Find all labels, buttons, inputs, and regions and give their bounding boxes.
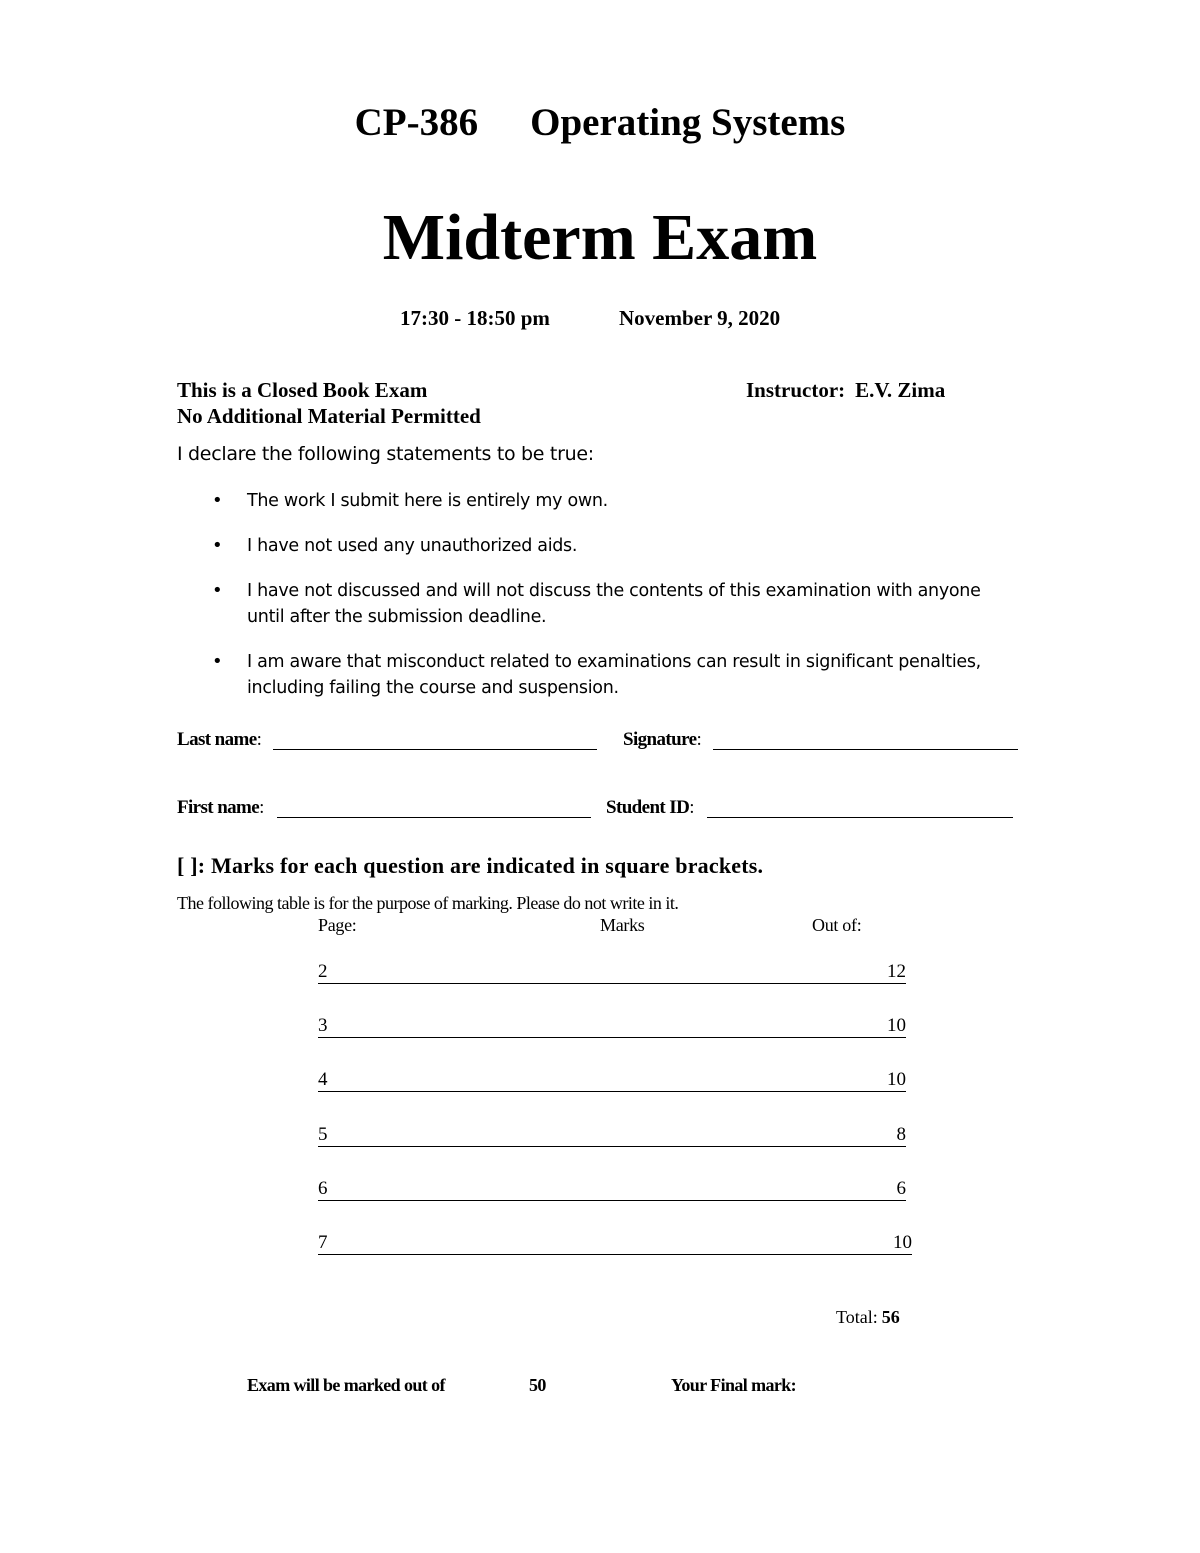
header-out-of: Out of: <box>812 915 862 935</box>
total-label: Total: <box>836 1307 878 1327</box>
bullet-icon: • <box>212 490 223 511</box>
list-item <box>177 488 997 514</box>
list-item <box>177 649 997 701</box>
bullet-icon: • <box>212 651 223 672</box>
signature-field[interactable] <box>713 729 1018 750</box>
student-id-label <box>606 797 694 819</box>
row-page: 6 <box>318 1178 328 1199</box>
declaration-list <box>177 488 997 720</box>
first-name-label-text: First name <box>177 797 260 818</box>
row-page: 7 <box>318 1232 328 1253</box>
header-page: Page: <box>318 915 357 935</box>
table-row <box>318 1230 912 1255</box>
exam-time: 17:30 - 18:50 pm <box>400 306 550 330</box>
row-out-of: 10 <box>887 1015 906 1036</box>
declaration-intro: I declare the following statements to be true: <box>177 443 594 465</box>
colon-text: : <box>259 797 264 818</box>
colon-text: : <box>689 797 694 818</box>
row-out-of: 6 <box>896 1178 906 1199</box>
row-page: 3 <box>318 1015 328 1036</box>
marked-out-of-value: 50 <box>529 1375 546 1395</box>
first-name-field[interactable] <box>277 797 591 818</box>
marks-note: [ ]: Marks for each question are indicated in square brackets. <box>177 853 764 878</box>
last-name-label-text: Last name <box>177 729 257 750</box>
first-name-label <box>177 797 264 819</box>
table-note: The following table is for the purpose of marking. Please do not write in it. <box>177 893 679 913</box>
signature-label-text: Signature <box>623 729 697 750</box>
table-row <box>318 1067 906 1092</box>
last-name-field[interactable] <box>273 729 597 750</box>
instructor-name: E.V. Zima <box>855 378 946 402</box>
last-name-label <box>177 729 261 751</box>
final-mark-label: Your Final mark: <box>671 1375 797 1395</box>
table-row <box>318 959 906 984</box>
marked-out-of-label: Exam will be marked out of <box>247 1375 445 1395</box>
row-page: 5 <box>318 1124 328 1145</box>
row-out-of: 10 <box>887 1069 906 1090</box>
instructor <box>746 378 945 403</box>
statement-text: I have not discussed and will not discuss the contents of this examination with anyone until after the submission deadline. <box>247 581 981 627</box>
total-value: 56 <box>881 1307 900 1327</box>
table-row <box>318 1122 906 1147</box>
row-out-of: 12 <box>887 961 906 982</box>
list-item <box>177 578 997 630</box>
course-code: CP-386 <box>354 101 479 144</box>
header-marks: Marks <box>600 915 645 935</box>
closed-book-notice: This is a Closed Book Exam <box>177 378 428 402</box>
student-id-label-text: Student ID <box>606 797 690 818</box>
course-name: Operating Systems <box>530 101 846 144</box>
colon-text: : <box>696 729 702 750</box>
statement-text: I am aware that misconduct related to examinations can result in significant penalties, including failing the course and suspension. <box>247 652 981 698</box>
table-row <box>318 1176 906 1201</box>
bullet-icon: • <box>212 535 223 556</box>
statement-text: I have not used any unauthorized aids. <box>247 536 578 556</box>
row-page: 2 <box>318 961 328 982</box>
row-page: 4 <box>318 1069 328 1090</box>
exam-title: Midterm Exam <box>382 201 818 274</box>
statement-text: The work I submit here is entirely my own. <box>247 491 608 511</box>
total <box>836 1307 900 1328</box>
colon-text: : <box>256 729 262 750</box>
instructor-label: Instructor: <box>746 378 846 402</box>
signature-label <box>623 729 701 751</box>
list-item <box>177 533 997 559</box>
bullet-icon: • <box>212 580 223 601</box>
student-id-field[interactable] <box>707 797 1013 818</box>
row-out-of: 10 <box>893 1232 912 1253</box>
course-heading <box>0 100 1200 145</box>
no-material-notice: No Additional Material Permitted <box>177 404 481 428</box>
exam-date: November 9, 2020 <box>619 306 781 330</box>
row-out-of: 8 <box>896 1124 906 1145</box>
table-row <box>318 1013 906 1038</box>
